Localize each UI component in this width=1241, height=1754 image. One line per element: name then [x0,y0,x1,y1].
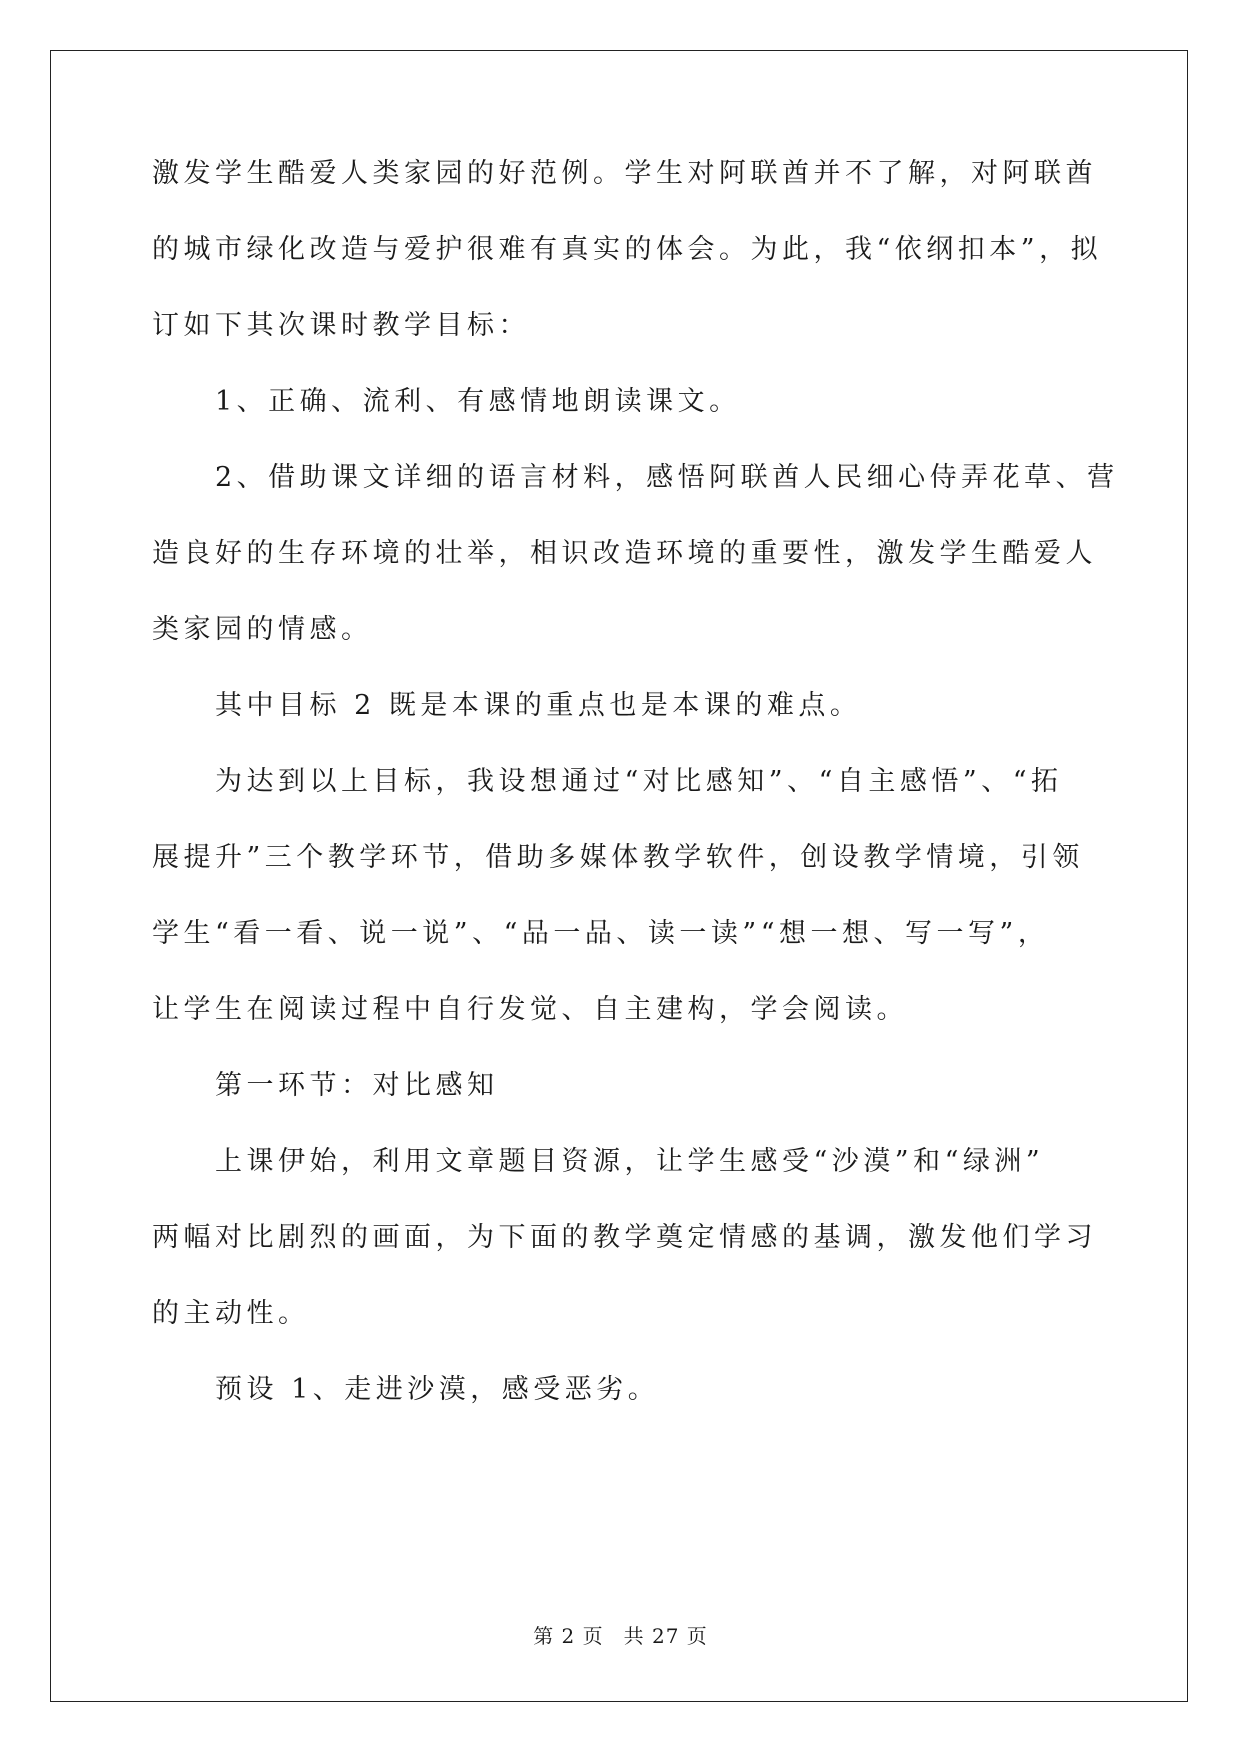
paragraph-line: 预设 1、走进沙漠，感受恶劣。 [215,1374,660,1405]
section-heading: 第一环节：对比感知 [215,1070,499,1101]
paragraph-line: 造良好的生存环境的壮举，相识改造环境的重要性，激发学生酷爱人 [152,538,1097,569]
document-body [152,158,1119,1452]
paragraph-line: 学生“看一看、说一说”、“品一品、读一读”“想一想、写一写”， [152,918,1050,949]
paragraph-line: 为达到以上目标，我设想通过“对比感知”、“自主感悟”、“拓 [215,766,1063,797]
paragraph-line: 展提升”三个教学环节，借助多媒体教学软件，创设教学情境，引领 [152,842,1084,873]
paragraph-line: 的城市绿化改造与爱护很难有真实的体会。为此，我“依纲扣本”，拟 [152,234,1103,265]
paragraph-line: 其中目标 2 既是本课的重点也是本课的难点。 [215,690,862,721]
paragraph-line: 让学生在阅读过程中自行发觉、自主建构，学会阅读。 [152,994,908,1025]
paragraph-line: 上课伊始，利用文章题目资源，让学生感受“沙漠”和“绿洲” [215,1146,1045,1177]
page-number: 第 2 页 [533,1624,604,1648]
paragraph-line: 类家园的情感。 [152,614,373,645]
paragraph-line: 两幅对比剧烈的画面，为下面的教学奠定情感的基调，激发他们学习 [152,1222,1097,1253]
page-total: 共 27 页 [623,1624,708,1648]
paragraph-line: 1、正确、流利、有感情地朗读课文。 [215,386,741,417]
paragraph-line: 订如下其次课时教学目标： [152,310,530,341]
page-footer [0,1620,1241,1649]
paragraph-line: 的主动性。 [152,1298,310,1329]
paragraph-line: 激发学生酷爱人类家园的好范例。学生对阿联酋并不了解，对阿联酋 [152,158,1097,189]
paragraph-line: 2、借助课文详细的语言材料，感悟阿联酋人民细心侍弄花草、营 [215,462,1119,493]
